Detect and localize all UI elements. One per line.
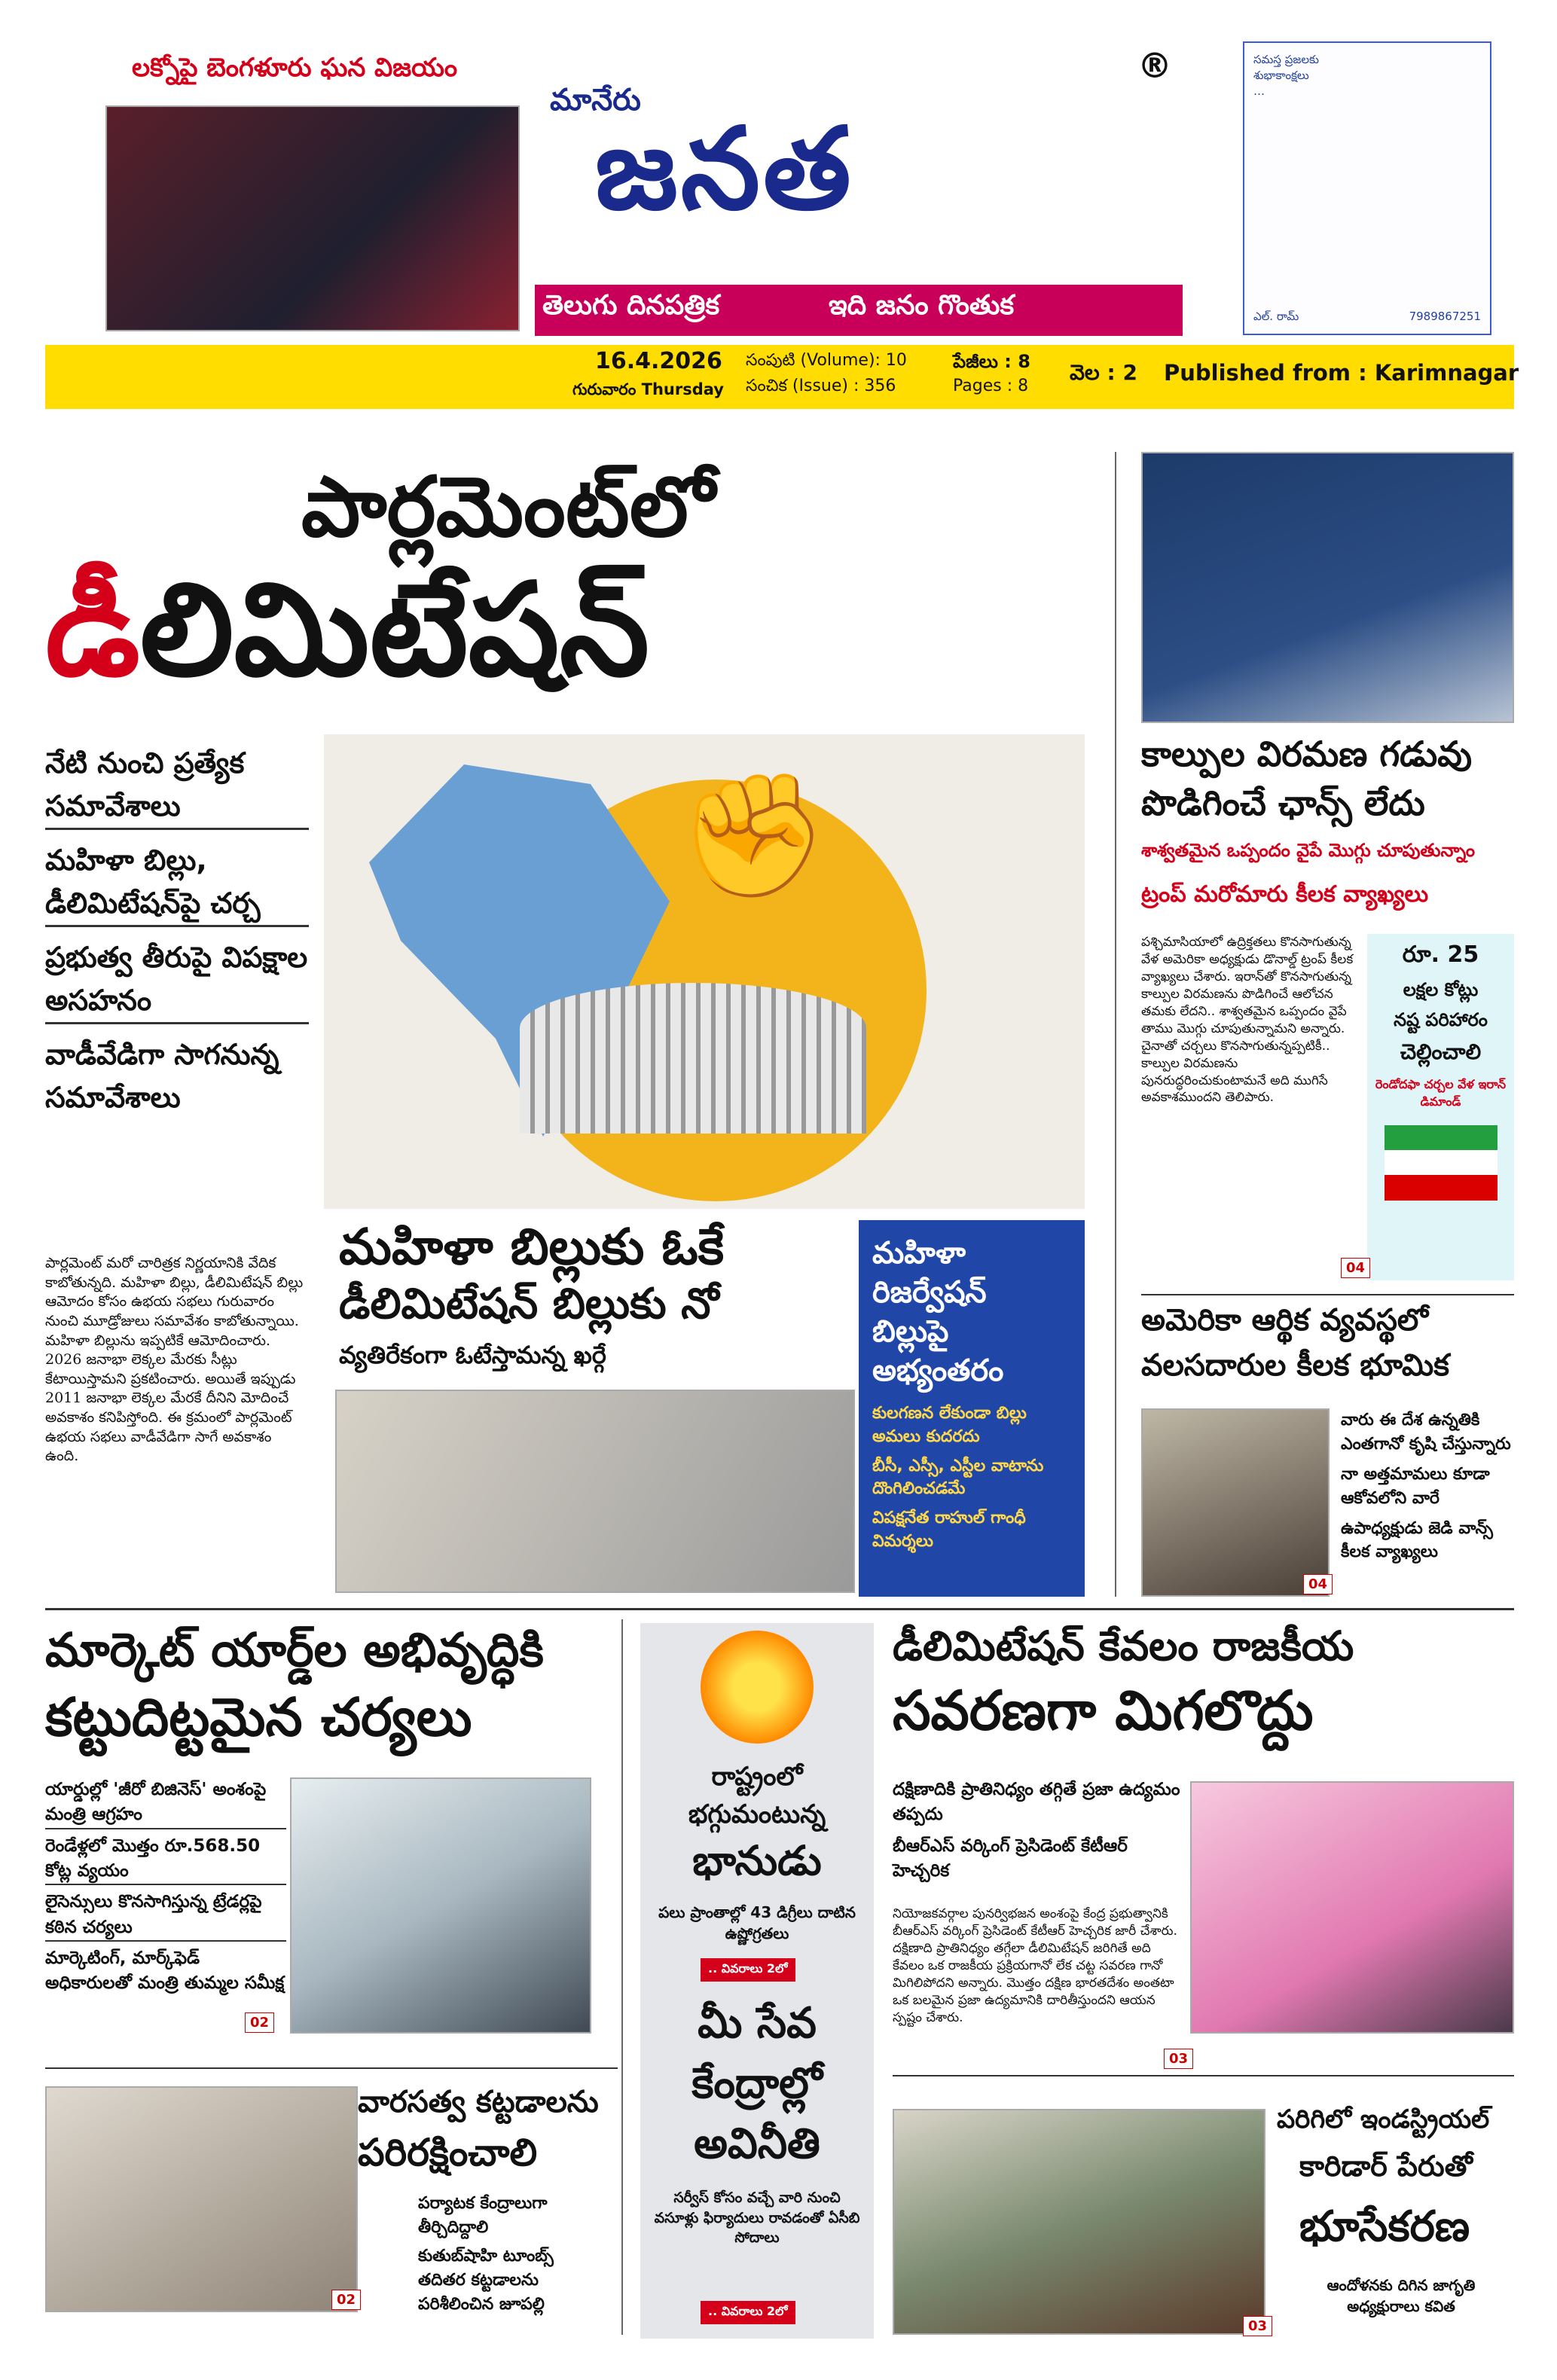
ad-line: సమస్త ప్రజలకు: [1253, 53, 1319, 66]
greeting-ad: [1243, 41, 1491, 335]
iran-flag: [1385, 1125, 1497, 1201]
blue-box: [859, 1220, 1085, 1597]
trump-sub-red: శాశ్వతమైన ఒప్పందం వైపే మొగ్గు చూపుతున్నాం: [1141, 840, 1475, 861]
masthead-small-title: మానేరు: [550, 83, 641, 117]
land-headline-1: పరిగిలో ఇండస్ట్రియల్: [1277, 2104, 1490, 2134]
price: వెల : 2: [1070, 360, 1137, 385]
fist-icon: ✊: [678, 764, 829, 905]
ktr-headline-2: సవరణగా మిగలొద్దు: [893, 1679, 1314, 1742]
us-economy-headline-2: వలసదారుల కీలక భూమిక: [1141, 1348, 1450, 1383]
heritage-headline-2: పరిరక్షించాలి: [358, 2131, 538, 2174]
point: పర్యాటక కేంద్రాలుగా తీర్చిదిద్దాలి: [418, 2194, 548, 2237]
trump-headline-2: పొడిగించే ఛాన్స్ లేదు: [1141, 783, 1425, 823]
column-rule: [1115, 452, 1116, 1597]
trump-body: పశ్చిమాసియాలో ఉద్రిక్తతలు కొనసాగుతున్న వేళ అమెరికా అధ్యక్షుడు డొనాల్డ్ ట్రంప్ కీలక వ్యాఖ్యలు చేశారు. ఇరాన్‌తో కొనసాగుతున్న కాల్పుల విరమణను పొడిగించే ఆలోచన తమకు లేదని.. శాశ్వతమైన ఒప్పందం వైపే తాము మొగ్గు చూపుతున్నామని అన్నారు. చైనాతో చర్చలు కొనసాగుతున్నప్పటికీ.. కాల్పుల విరమణను పునరుద్ధరించుకుంటామనే అది ముగిసే అవకాశముందని తెలిపారు.: [1141, 935, 1354, 1106]
point: ఉపాధ్యక్షుడు జెడి వాన్స్ కీలక వ్యాఖ్యలు: [1341, 1518, 1493, 1562]
minister-photo: [290, 1777, 591, 2034]
box-line: రెండోదఫా చర్చల వేళ ఇరాన్ డిమాండ్: [1375, 1077, 1507, 1109]
corruption-line-1: మీ సేవ: [698, 1999, 817, 2048]
ad-line: …: [1253, 84, 1265, 98]
lead-headline-black: లిమిటేషన్: [139, 556, 650, 705]
heat-more[interactable]: .. వివరాలు 2లో: [701, 1958, 795, 1982]
rahul-kharge-photo: [335, 1390, 855, 1593]
heat-line-2: భగ్గుమంటున్న: [688, 1799, 826, 1829]
trump-page-no: 04: [1341, 1258, 1370, 1278]
masthead-tag-right: ఇది జనం గొంతుక: [829, 290, 1015, 321]
ktr-page-no: 03: [1164, 2049, 1193, 2069]
side-point: వాడీవేడిగా సాగనున్న సమావేశాలు: [45, 1038, 279, 1114]
point: యార్డుల్లో 'జీరో బిజినెస్' అంశంపై మంత్రి ఆగ్రహం: [45, 1777, 286, 1829]
lead-headline-2: [45, 557, 649, 705]
section-rule: [1141, 1294, 1514, 1295]
section-rule: [893, 2075, 1514, 2076]
issue: సంచిక (Issue) : 356: [746, 377, 896, 395]
registered-mark: ®: [1137, 45, 1172, 86]
pages-te: పేజీలు : 8: [953, 351, 1030, 372]
section-rule: [45, 2067, 618, 2069]
lead-side-points: [45, 742, 309, 1119]
ktr-body: నియోజకవర్గాల పునర్విభజన అంశంపై కేంద్ర ప్రభుత్వానికి బీఆర్‌ఎస్ వర్కింగ్ ప్రెసిడెంట్ కేటీఆర్ హెచ్చరిక జారీ చేశారు. దక్షిణాది ప్రాతినిధ్యం తగ్గేలా డీలిమిటేషన్ జరిగితే అది కేవలం ఒక రాజకీయ ప్రక్రియగానో లేక చట్ట సవరణ గానో మిగిలిపోదని అన్నారు. మొత్తం దక్షిణ భారతదేశం అంతటా ఒక బలమైన ప్రజా ఉద్యమానికి దారితీస్తుందని ఆయన స్పష్టం చేశారు.: [893, 1906, 1177, 2025]
ktr-points: [893, 1777, 1186, 1884]
pages-en: Pages : 8: [953, 377, 1029, 395]
ad-line: 7989867251: [1409, 310, 1481, 323]
heat-sub: పలు ప్రాంతాల్లో 43 డిగ్రీలు దాటిన ఉష్ణోగ్రతలు: [658, 1903, 856, 1942]
trump-headline-1: కాల్పుల విరమణ గడువు: [1141, 734, 1473, 774]
lead-illustration: [324, 734, 1085, 1209]
box-line: చెల్లించాలి: [1400, 1039, 1482, 1064]
ad-line: శుభాకాంక్షలు: [1253, 69, 1309, 82]
land-sub: ఆందోళనకు దిగిన జాగృతి అధ్యక్షురాలు కవిత: [1327, 2276, 1476, 2315]
published-from: Published from : Karimnagar: [1164, 360, 1519, 386]
lead-body: పార్లమెంట్ మరో చారిత్రక నిర్ణయానికి వేదిక కాబోతున్నది. మహిళా బిల్లు, డీలిమిటేషన్ బిల్లు ఆమోదం కోసం ఉభయ సభలు గురువారం నుంచి మూడ్రోజులు సమావేశం కాబోతున్నాయి. మహిళా బిల్లును ఇప్పటికే ఆమోదించారు. 2026 జనాభా లెక్కల మేరకు సీట్లు కేటాయిస్తామని ప్రకటించారు. అయితే ఇప్పుడు 2011 జనాభా లెక్కల మేరకే దీనిని మోదించే అవకాశం కనిపిస్తోంది. ఈ క్రమంలో పార్లమెంట్ ఉభయ సభలు వాడీవేడిగా సాగే అవకాశం ఉంది.: [45, 1255, 304, 1465]
blue-box-title: మహిళా రిజర్వేషన్ బిల్లుపై అభ్యంతరం: [872, 1236, 1004, 1388]
box-line: నష్ట పరిహారం: [1394, 1009, 1488, 1030]
ktr-headline-1: డీలిమిటేషన్ కేవలం రాజకీయ: [893, 1622, 1354, 1670]
market-headline-1: మార్కెట్ యార్డ్‌ల అభివృద్ధికి: [45, 1622, 544, 1677]
column-rule: [621, 1619, 623, 2335]
land-headline-2: కారిడార్ పేరుతో: [1299, 2150, 1473, 2183]
blue-box-point: కులగణన లేకుండా బిల్లు అమలు కుదరదు: [872, 1404, 1027, 1446]
us-economy-headline-1: అమెరికా ఆర్థిక వ్యవస్థలో: [1141, 1303, 1429, 1338]
trump-photo: [1141, 452, 1514, 723]
land-page-no: 03: [1243, 2316, 1272, 2336]
heritage-page-no: 02: [331, 2290, 361, 2310]
land-headline-3: భూసేకరణ: [1299, 2202, 1470, 2251]
point: కుతుబ్‌షాహి టూంబ్స్ తదితర కట్టడాలను పరిశీలించిన జూపల్లి: [418, 2246, 554, 2314]
point: దక్షిణాదికి ప్రాతినిధ్యం తగ్గితే ప్రజా ఉద్యమం తప్పదు: [893, 1780, 1180, 1825]
market-headline-2: కట్టుదిట్టమైన చర్యలు: [45, 1686, 472, 1748]
heat-line-1: రాష్ట్రంలో: [711, 1762, 803, 1792]
corruption-sub: సర్వీస్ కోసం వచ్చే వారి నుంచి వసూళ్లు ఫిర్యాదులు రావడంతో ఏసీబి సోదాలు: [654, 2189, 860, 2247]
protest-photo: [893, 2109, 1265, 2335]
us-economy-page-no: 04: [1303, 1574, 1333, 1594]
point: లైసెన్సులు కొనసాగిస్తున్న ట్రేడర్లపై కఠిన చర్యలు: [45, 1890, 286, 1942]
masthead-tag-left: తెలుగు దినపత్రిక: [542, 290, 720, 321]
heritage-points: [418, 2192, 606, 2316]
point: మార్కెటింగ్, మార్క్‌ఫెడ్ అధికారులతో మంత్రి తుమ్మల సమీక్ష: [45, 1948, 285, 1994]
sun-icon: [701, 1631, 814, 1744]
volume: సంపుటి (Volume): 10: [746, 351, 907, 370]
day: గురువారం Thursday: [572, 380, 724, 398]
market-page-no: 02: [245, 2012, 274, 2033]
heritage-photo: [45, 2086, 358, 2312]
box-line: లక్షల కోట్లు: [1403, 979, 1479, 1000]
ad-line: ఎల్. రామ్: [1253, 310, 1299, 323]
point: నా అత్తమామలు కూడా ఆకోవలోని వారే: [1341, 1464, 1490, 1508]
ktr-photo: [1190, 1781, 1514, 2034]
trump-sub-red-2: ట్రంప్ మరోమారు కీలక వ్యాఖ్యలు: [1141, 881, 1429, 908]
corruption-line-2: కేంద్రాల్లో: [691, 2059, 823, 2108]
us-economy-points: [1341, 1408, 1514, 1564]
parliament-building: [520, 983, 866, 1134]
heritage-headline-1: వారసత్వ కట్టడాలను: [358, 2085, 599, 2119]
date: 16.4.2026: [595, 348, 722, 374]
lead-headline-1: పార్లమెంట్‌లో: [301, 459, 715, 555]
box-amount: రూ. 25: [1402, 941, 1479, 968]
trump-box: [1367, 934, 1514, 1280]
lead-headline-red: డీ: [45, 556, 140, 705]
market-points: [45, 1777, 286, 1997]
blue-box-point: బీసీ, ఎస్సీ, ఎస్టీల వాటాను దొంగిలించడమే: [872, 1456, 1044, 1499]
women-bill-headline-2: డీలిమిటేషన్ బిల్లుకు నో: [339, 1280, 719, 1329]
corruption-line-3: అవినీతి: [694, 2119, 820, 2168]
heat-line-3: భానుడు: [692, 1837, 822, 1884]
side-point: మహిళా బిల్లు, డీలిమిటేషన్‌పై చర్చ: [45, 839, 309, 927]
top-kicker: లక్నోపై బెంగళూరు ఘన విజయం: [132, 53, 458, 83]
point: వారు ఈ దేశ ఉన్నతికి ఎంతగానో కృషి చేస్తున్నారు: [1341, 1411, 1511, 1454]
women-bill-sub: వ్యతిరేకంగా ఓటేస్తామన్న ఖర్గే: [339, 1341, 606, 1369]
corruption-more[interactable]: .. వివరాలు 2లో: [701, 2301, 795, 2324]
point: బీఆర్‌ఎస్ వర్కింగ్ ప్రెసిడెంట్ కేటీఆర్ హెచ్చరిక: [893, 1835, 1128, 1881]
masthead-logo: జనత: [595, 104, 854, 235]
section-rule: [45, 1608, 1514, 1610]
vance-photo: [1141, 1408, 1330, 1597]
blue-box-point: విపక్షనేత రాహుల్ గాంధీ విమర్శలు: [872, 1509, 1026, 1551]
side-point: నేటి నుంచి ప్రత్యేక సమావేశాలు: [45, 742, 309, 830]
cricket-photo: [105, 105, 520, 331]
side-point: ప్రభుత్వ తీరుపై విపక్షాల అసహనం: [45, 936, 309, 1024]
point: రెండేళ్లలో మొత్తం రూ.568.50 కోట్ల వ్యయం: [45, 1834, 286, 1886]
women-bill-headline-1: మహిళా బిల్లుకు ఓకే: [339, 1218, 725, 1276]
